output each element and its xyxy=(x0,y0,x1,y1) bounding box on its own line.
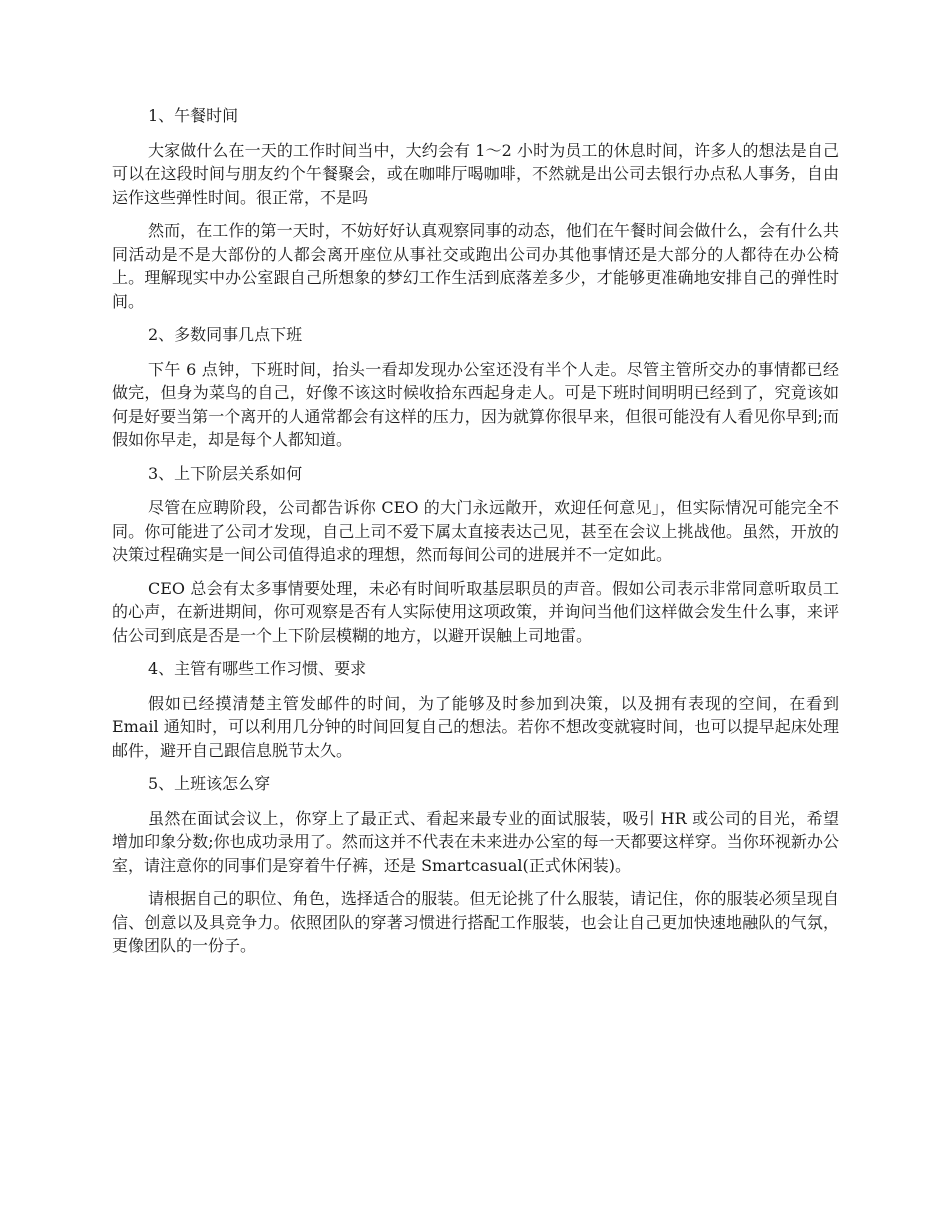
paragraph: 然而，在工作的第一天时，不妨好好认真观察同事的动态，他们在午餐时间会做什么，会有什么共同活动是不是大部份的人都会离开座位从事社交或跑出公司办其他事情还是大部分的人都待在办公椅上。理解现实中办公室跟自己所想象的梦幻工作生活到底落差多少，才能够更准确地安排自己的弹性时间。 xyxy=(112,221,839,311)
section-heading-dress-code: 5、上班该怎么穿 xyxy=(148,774,271,793)
section-heading-off-work: 2、多数同事几点下班 xyxy=(148,325,303,344)
paragraph: CEO 总会有太多事情要处理，未必有时间听取基层职员的声音。假如公司表示非常同意听取员工的心声，在新进期间，你可观察是否有人实际使用这项政策，并询问当他们这样做会发生什么事，来评估公司到底是否是一个上下阶层模糊的地方，以避开误触上司地雷。 xyxy=(112,578,839,645)
paragraph: 大家做什么在一天的工作时间当中，大约会有 1～2 小时为员工的休息时间，许多人的想法是自己可以在这段时间与朋友约个午餐聚会，或在咖啡厅喝咖啡，不然就是出公司去银行办点私人事务，自由运作这些弹性时间。很正常，不是吗 xyxy=(112,140,839,207)
paragraph: 假如已经摸清楚主管发邮件的时间，为了能够及时参加到决策，以及拥有表现的空间，在看到 Email 通知时，可以利用几分钟的时间回复自己的想法。若你不想改变就寝时间，也可以提早起床处理邮件，避开自己跟信息脱节太久。 xyxy=(112,693,839,760)
paragraph: 请根据自己的职位、角色，选择适合的服装。但无论挑了什么服装，请记住，你的服装必须呈现自信、创意以及具竞争力。依照团队的穿著习惯进行搭配工作服装，也会让自己更加快速地融队的气氛，更像团队的一份子。 xyxy=(112,889,839,955)
paragraph: 虽然在面试会议上，你穿上了最正式、看起来最专业的面试服装，吸引 HR 或公司的目光，希望增加印象分数;你也成功录用了。然而这并不代表在未来进办公室的每一天都要这样穿。当你环视新办公室，请注意你的同事们是穿着牛仔裤，还是 Smartcasual(正式休闲装)。 xyxy=(112,808,839,875)
paragraph: 下午 6 点钟，下班时间，抬头一看却发现办公室还没有半个人走。尽管主管所交办的事情都已经做完，但身为菜鸟的自己，好像不该这时候收拾东西起身走人。可是下班时间明明已经到了，究竟该如何是好要当第一个离开的人通常都会有这样的压力，因为就算你很早来，但很可能没有人看见你早到;而假如你早走，却是每个人都知道。 xyxy=(112,359,839,449)
section-heading-hierarchy: 3、上下阶层关系如何 xyxy=(148,463,303,483)
paragraph: 尽管在应聘阶段，公司都告诉你 CEO 的大门永远敞开，欢迎任何意见」，但实际情况可能完全不同。你可能进了公司才发现，自己上司不爱下属太直接表达己见，甚至在会议上挑战他。虽然，开放的决策过程确实是一间公司值得追求的理想，然而每间公司的进展并不一定如此。 xyxy=(112,498,839,564)
document-page xyxy=(112,104,839,968)
section-heading-manager-habits: 4、主管有哪些工作习惯、要求 xyxy=(148,659,367,678)
section-heading-lunch: 1、午餐时间 xyxy=(148,106,239,125)
